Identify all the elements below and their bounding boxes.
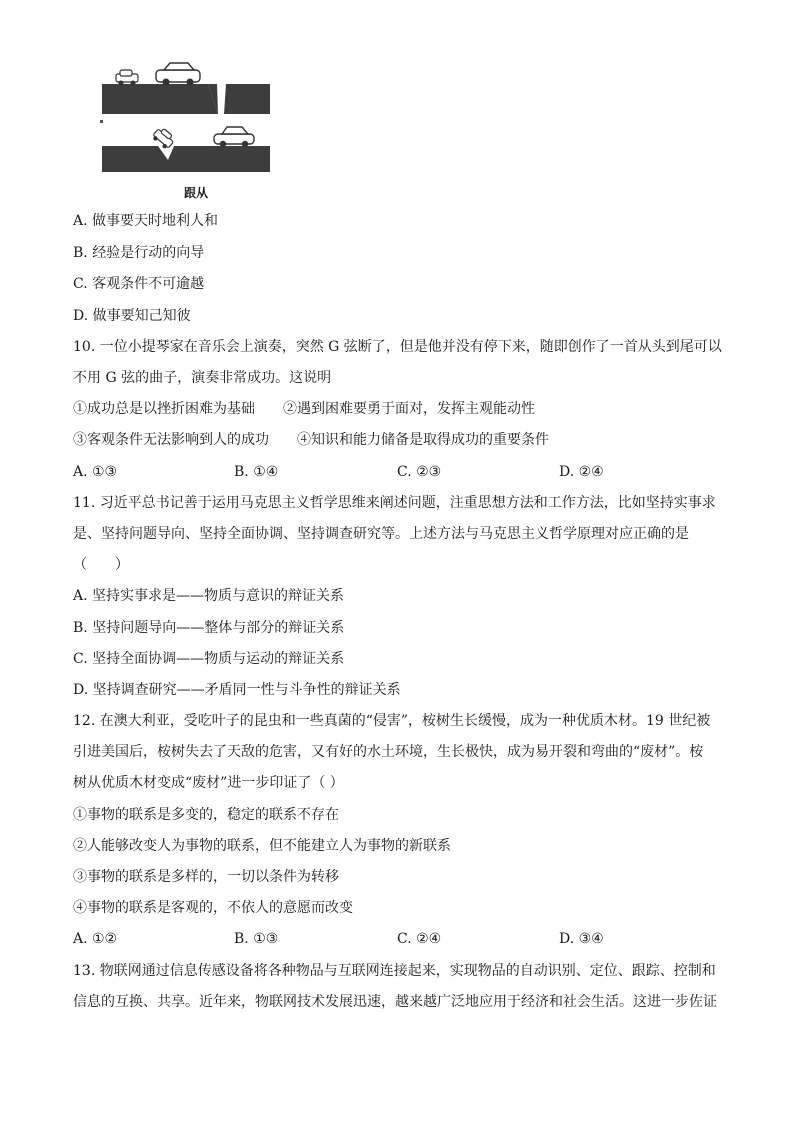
q12-statement: ③事物的联系是多样的，一切以条件为转移 [73, 869, 339, 885]
q12-stem-line: 引进美国后，桉树失去了天敌的危害，又有好的水土环境，生长极快，成为易开裂和弯曲的“废材”。桉 [73, 744, 704, 760]
q10-statement: ①成功总是以挫折困难为基础 ②遇到困难要勇于面对，发挥主观能动性 [73, 401, 535, 417]
q9-option-c: C. 客观条件不可逾越 [73, 276, 205, 292]
q11-option-c: C. 坚持全面协调——物质与运动的辩证关系 [73, 651, 345, 667]
figure-caption: 跟从 [184, 186, 209, 200]
q10-option-a: A. ①③ [73, 464, 118, 480]
q11-option-b: B. 坚持问题导向——整体与部分的辩证关系 [73, 620, 345, 636]
q10-options [73, 462, 723, 482]
q12-statement: ①事物的联系是多变的，稳定的联系不存在 [73, 807, 339, 823]
q12-option-a: A. ①② [73, 931, 118, 947]
q11-stem-line: 11. 习近平总书记善于运用马克思主义哲学思维来阐述问题，注重思想方法和工作方法，比如坚持实事求 [73, 495, 716, 511]
q10-option-b: B. ①④ [234, 464, 279, 480]
q12-statement: ④事物的联系是客观的，不依人的意愿而改变 [73, 900, 353, 916]
small-car-icon [116, 70, 138, 86]
q10-stem-line: 不用 G 弦的曲子，演奏非常成功。这说明 [73, 370, 332, 386]
q10-stem-line: 10. 一位小提琴家在音乐会上演奏，突然 G 弦断了，但是他并没有停下来，随即创作了一首从头到尾可以 [73, 339, 722, 355]
q11-option-a: A. 坚持实事求是——物质与意识的辩证关系 [73, 588, 345, 604]
q12-options [73, 929, 723, 949]
q11-option-d: D. 坚持调查研究——矛盾同一性与斗争性的辩证关系 [73, 682, 401, 698]
q9-option-a: A. 做事要天时地利人和 [73, 213, 219, 229]
q10-option-d: D. ②④ [559, 464, 604, 480]
q12-option-c: C. ②④ [397, 931, 442, 947]
q12-statement: ②人能够改变人为事物的联系，但不能建立人为事物的新联系 [73, 838, 451, 854]
car-icon [156, 63, 200, 86]
q10-statement: ③客观条件无法影响到人的成功 ④知识和能力储备是取得成功的重要条件 [73, 432, 549, 448]
q12-option-d: D. ③④ [559, 931, 604, 947]
q12-stem-line: 12. 在澳大利亚，受吃叶子的昆虫和一些真菌的“侵害”，桉树生长缓慢，成为一种优质木材。19 世纪被 [73, 713, 711, 729]
bottom-road [102, 146, 270, 172]
q9-option-d: D. 做事要知己知彼 [73, 308, 191, 324]
q11-stem-line: 是、坚持问题导向、坚持全面协调、坚持调查研究等。上述方法与马克思主义哲学原理对应正确的是 [73, 526, 689, 542]
cartoon-figure [100, 60, 272, 200]
car-icon [214, 127, 254, 147]
q13-stem-line: 信息的互换、共享。近年来，物联网技术发展迅速，越来越广泛地应用于经济和社会生活。这进一步佐证 [73, 994, 717, 1010]
q13-stem-line: 13. 物联网通过信息传感设备将各种物品与互联网连接起来，实现物品的自动识别、定位、跟踪、控制和 [73, 963, 716, 979]
q12-option-b: B. ①③ [234, 931, 279, 947]
q10-option-c: C. ②③ [397, 464, 442, 480]
q9-option-b: B. 经验是行动的向导 [73, 245, 205, 261]
q11-stem-line: （ ） [73, 557, 129, 573]
q12-stem-line: 树从优质木材变成“废材”进一步印证了（ ） [73, 775, 344, 791]
top-road [102, 84, 270, 114]
